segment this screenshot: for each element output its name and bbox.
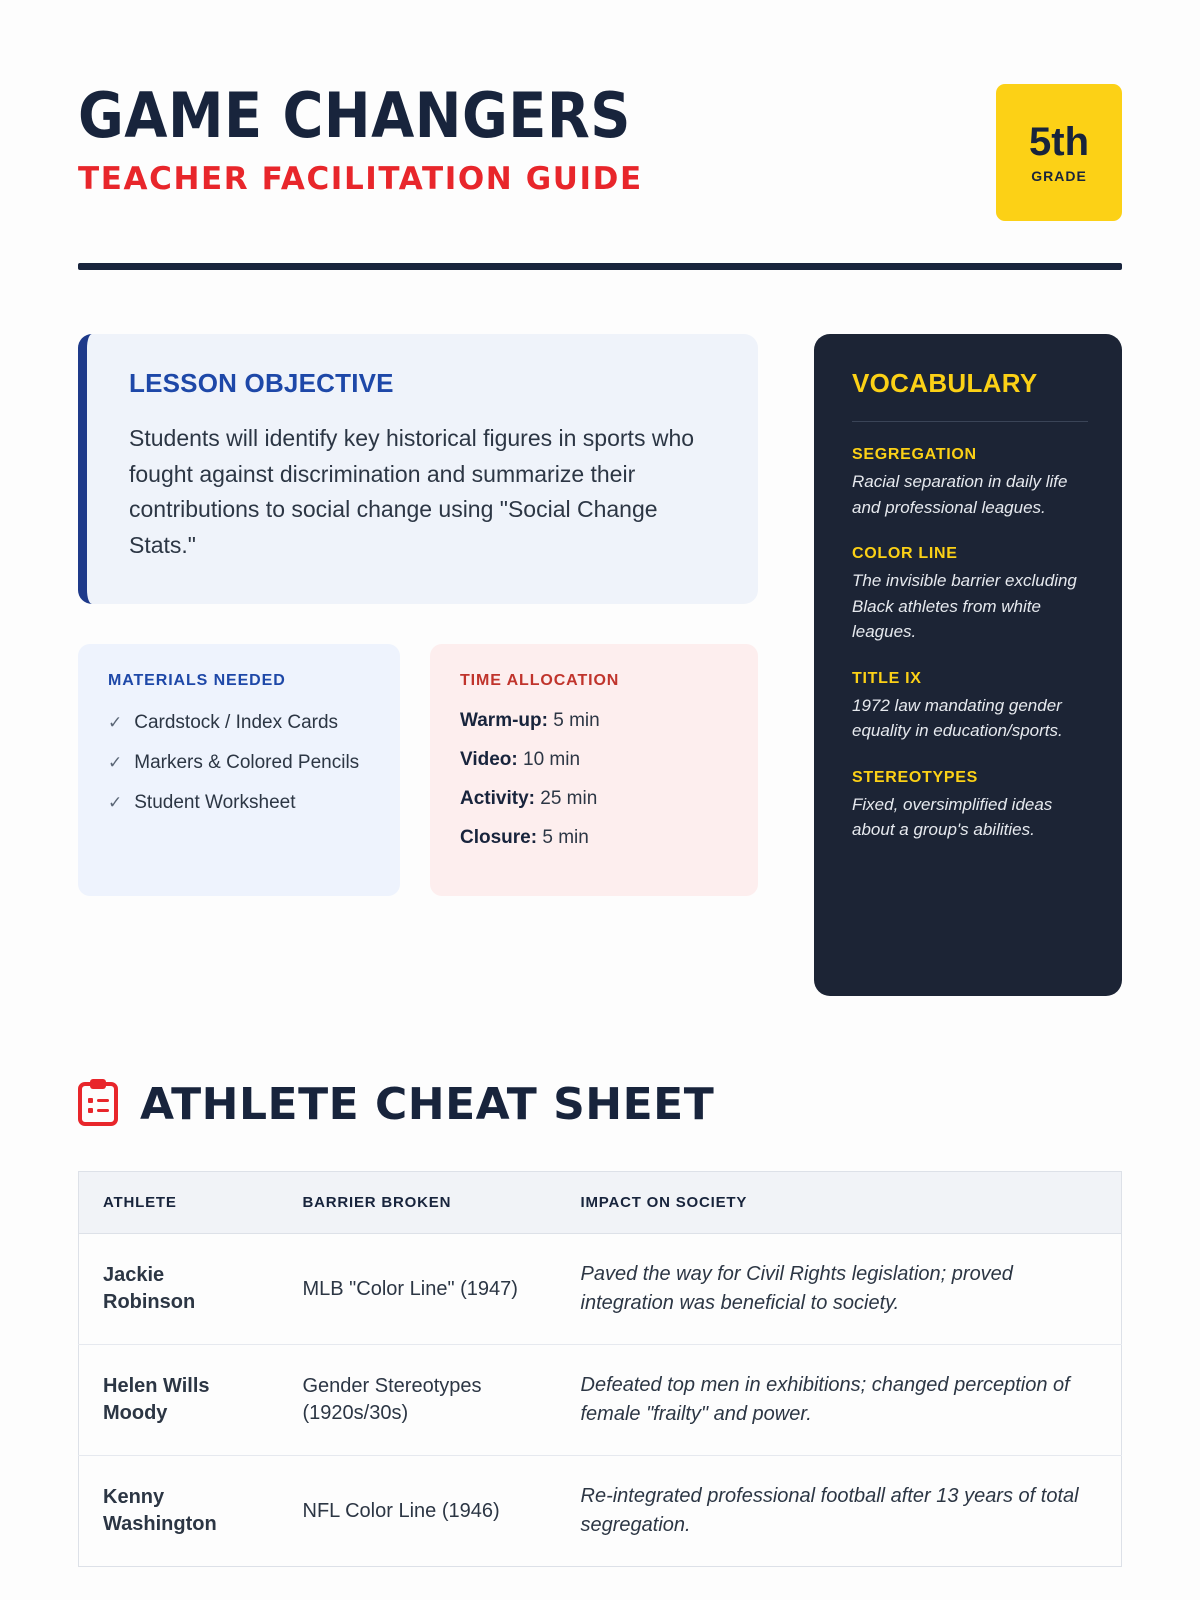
table-header-row: [79, 1172, 1122, 1234]
vocabulary-heading: VOCABULARY: [852, 368, 1038, 398]
grade-label: GRADE: [1031, 167, 1087, 184]
cell-athlete: Helen Wills Moody: [79, 1345, 279, 1456]
material-label: Student Worksheet: [134, 792, 296, 813]
mid-right-column: [814, 334, 1122, 996]
time-label: Warm-up:: [460, 709, 548, 731]
check-icon: ✓: [108, 712, 123, 732]
vocabulary-term: COLOR LINE: [852, 545, 958, 562]
column-header-barrier: BARRIER BROKEN: [279, 1172, 557, 1234]
vocabulary-card: [814, 334, 1122, 996]
cell-barrier: MLB "Color Line" (1947): [279, 1234, 557, 1345]
clipboard-icon: [78, 1078, 118, 1131]
material-label: Cardstock / Index Cards: [134, 711, 339, 733]
cheat-sheet-title: ATHLETE CHEAT SHEET: [140, 1079, 715, 1130]
cell-barrier: Gender Stereotypes (1920s/30s): [279, 1345, 557, 1456]
column-header-athlete: ATHLETE: [79, 1172, 279, 1234]
time-value: 10 min: [523, 748, 581, 770]
table-row: [79, 1345, 1122, 1456]
list-item: [108, 790, 374, 816]
mid-left-column: [78, 334, 758, 996]
time-label: Video:: [460, 748, 518, 770]
check-icon: ✓: [108, 793, 123, 812]
cell-athlete: Kenny Washington: [103, 1486, 217, 1535]
vocabulary-entry: [852, 670, 1088, 744]
cheat-sheet-header: [78, 1078, 1122, 1131]
time-value: 5 min: [553, 709, 600, 731]
time-allocation-card: [430, 644, 758, 896]
vocabulary-term: TITLE IX: [852, 669, 922, 687]
cell-athlete: Jackie Robinson: [79, 1234, 279, 1345]
time-row: [460, 710, 732, 732]
vocabulary-definition: 1972 law mandating gender equality in education/sports.: [852, 695, 1063, 740]
vocabulary-entry: [852, 545, 1088, 645]
grade-number: 5th: [1029, 119, 1089, 164]
time-heading: TIME ALLOCATION: [460, 671, 620, 689]
time-row: [460, 827, 732, 849]
time-label: Closure:: [460, 826, 538, 848]
check-icon: ✓: [108, 752, 123, 772]
lesson-objective-text: Students will identify key historical figures in sports who fought against discrimination and summarize their contributions to social change using "Social Change Stats.": [129, 425, 695, 558]
vocabulary-definition: Fixed, oversimplified ideas about a group's abilities.: [852, 794, 1053, 839]
vocabulary-entry: [852, 769, 1088, 843]
time-label: Activity:: [460, 787, 535, 809]
table-row: [79, 1456, 1122, 1567]
material-label: Markers & Colored Pencils: [134, 751, 360, 773]
athlete-cheat-sheet-table: [78, 1171, 1122, 1567]
header-divider: [78, 263, 1122, 270]
time-row: [460, 788, 732, 810]
materials-heading: MATERIALS NEEDED: [108, 671, 286, 689]
time-value: 5 min: [542, 826, 589, 848]
time-row: [460, 749, 732, 771]
support-cards: [78, 644, 758, 896]
cell-impact: Defeated top men in exhibitions; changed perception of female "frailty" and power.: [557, 1345, 1122, 1456]
materials-list: [108, 710, 374, 817]
cell-barrier: NFL Color Line (1946): [302, 1499, 500, 1522]
list-item: [108, 750, 374, 776]
materials-needed-card: [78, 644, 400, 896]
list-item: [108, 710, 374, 736]
lesson-objective-card: [78, 334, 758, 604]
vocabulary-term: SEGREGATION: [852, 446, 977, 463]
vocabulary-entry: [852, 446, 1088, 520]
document-header: [78, 78, 1122, 221]
vocabulary-definition: Racial separation in daily life and professional leagues.: [852, 472, 1068, 517]
mid-section: [78, 334, 1122, 996]
title-block: [78, 78, 643, 197]
table-row: [79, 1234, 1122, 1345]
vocabulary-term: STEREOTYPES: [852, 768, 978, 786]
grade-badge: [996, 84, 1122, 221]
vocabulary-divider: [852, 421, 1088, 422]
cell-impact: Re-integrated professional football after 13 years of total segregation.: [580, 1485, 1079, 1536]
lesson-objective-heading: LESSON OBJECTIVE: [129, 368, 394, 398]
vocabulary-definition: The invisible barrier excluding Black athletes from white leagues.: [852, 571, 1077, 641]
cell-impact: Paved the way for Civil Rights legislation; proved integration was beneficial to society.: [557, 1234, 1122, 1345]
column-header-impact: IMPACT ON SOCIETY: [557, 1172, 1122, 1234]
page-subtitle: TEACHER FACILITATION GUIDE: [78, 161, 643, 198]
time-value: 25 min: [540, 787, 598, 809]
page-title: GAME CHANGERS: [78, 79, 631, 152]
